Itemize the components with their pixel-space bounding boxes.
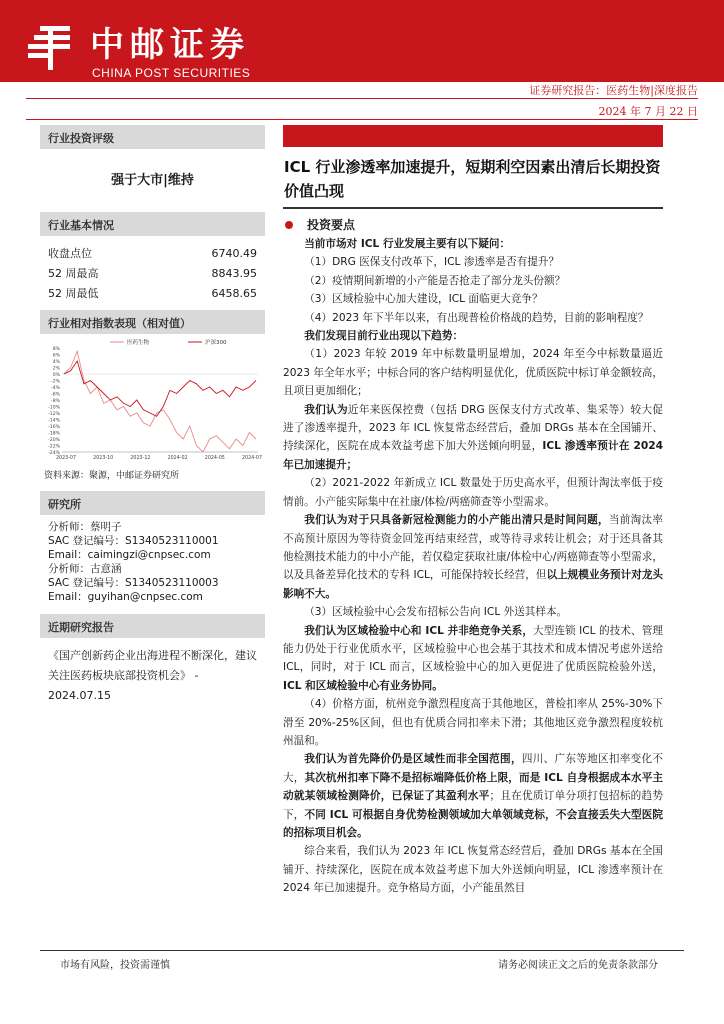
- paragraph: [283, 511, 663, 603]
- x-tick-label: 2024-02: [167, 456, 188, 461]
- report-date: 2024 年 7 月 22 日: [598, 105, 698, 118]
- y-tick-label: -22%: [48, 444, 60, 450]
- terms-notice: 请务必阅读正文之后的免责条款部分: [498, 960, 658, 971]
- question-item: （2）疫情期间新增的小产能是否抢走了部分龙头份额？: [304, 274, 566, 287]
- brand-name-cn: 中邮证券: [90, 25, 250, 65]
- analyst-list: [40, 515, 265, 604]
- series-line-csi300: [64, 361, 256, 416]
- x-tick-label: 2023-12: [130, 456, 151, 461]
- section-heading: [283, 217, 663, 233]
- bold-text: 我们认为对于只具备新冠检测能力的小产能出清只是时间问题，: [304, 514, 609, 527]
- recent-report-link[interactable]: 《国产创新药企业出海进程不断深化，建议关注医药板块底部投资机会》 - 2024.07.15: [48, 649, 257, 702]
- bold-text: 我们认为区域检验中心和 ICL 并非绝竞争关系，: [304, 624, 534, 637]
- basics-value: 8843.95: [211, 267, 257, 280]
- chart-source: 资料来源：聚源，中邮证券研究所: [44, 471, 180, 481]
- relative-performance-chart: [40, 334, 265, 464]
- x-tick-label: 2024-07: [241, 456, 263, 461]
- y-tick-label: -16%: [48, 425, 60, 430]
- basics-label: 52 周最高: [48, 267, 99, 280]
- y-tick-label: -18%: [48, 431, 60, 437]
- y-tick-label: -4%: [51, 386, 60, 391]
- analyst-heading: 研究所: [40, 491, 265, 515]
- text: 近年来医保控费（包括 DRG 医保支付方式改革、集采等）较大促进了渗透率提升，2023 年 ICL 恢复常态经营后，叠加 DRGs 基本在全国铺开、持续深化，医院在成本效益考虑下加大外送倾向明显，: [283, 403, 663, 453]
- header-divider-2: [26, 119, 698, 120]
- paragraph: （2）2021-2022 年新成立 ICL 数量处于历史高水平，但预计淘汰率低于疫情前。小产能实际集中在社康/体检/两癌筛查等小型需求。: [283, 477, 663, 508]
- y-tick-label: 2%: [52, 366, 60, 372]
- industry-rating: 强于大市|维持: [111, 173, 194, 188]
- bold-text: 以上规模业务预计对龙头影响不大。: [283, 569, 664, 600]
- bold-text: 我们认为首先降价仍是区域性而非全国范围，: [304, 753, 522, 766]
- y-tick-label: -8%: [51, 399, 60, 404]
- paragraph: （4）价格方面，杭州竞争激烈程度高于其他地区，普检扣率从 25%-30%下滑至 20%-25%区间，但也有优质合同扣率未下滑；其他地区竞争激烈程度较杭州温和。: [283, 698, 663, 747]
- x-tick-label: 2023-10: [93, 456, 114, 461]
- bullet-icon: [285, 221, 293, 229]
- bold-text: 其次杭州扣率下降不是招标端降低价格上限，而是 ICL 自身根据成本水平主动就某领域检测降价，已保证了其盈利水平: [283, 771, 664, 803]
- footer-divider: [40, 950, 684, 951]
- paragraph: [283, 401, 663, 475]
- text: ；且在优质订单分项打包招标的趋势下，: [283, 790, 664, 821]
- basics-list: [40, 236, 265, 310]
- y-tick-label: -2%: [51, 379, 60, 385]
- bold-text: ICL 渗透率预计在 2024 年已加速提升；: [283, 440, 664, 471]
- report-title: ICL 行业渗透率加速提升，短期利空因素出清后长期投资价值凸现: [284, 158, 661, 200]
- analyst-line: 分析师：古意涵: [48, 563, 122, 575]
- y-tick-label: 8%: [52, 347, 60, 352]
- report-type: 证券研究报告：医药生物|深度报告: [529, 84, 698, 97]
- x-tick-label: 2024-05: [204, 456, 225, 461]
- question-item: （3）区域检验中心加大建设，ICL 面临更大竞争？: [304, 293, 543, 306]
- performance-heading: 行业相对指数表现（相对值）: [40, 310, 265, 334]
- report-header: [0, 0, 724, 120]
- sidebar: [40, 125, 265, 714]
- analyst-email[interactable]: Email：caimingzi@cnpsec.com: [48, 549, 211, 561]
- x-tick-label: 2023-07: [55, 456, 77, 461]
- y-tick-label: 6%: [52, 353, 60, 359]
- legend-label: 医药生物: [127, 340, 150, 346]
- series-line-pharma: [64, 351, 256, 452]
- legend-label: 沪深300: [205, 340, 227, 346]
- recent-reports-heading: 近期研究报告: [40, 614, 265, 638]
- analyst-line: SAC 登记编号：S1340523110003: [48, 577, 219, 589]
- basics-row: [40, 264, 265, 284]
- y-tick-label: -10%: [48, 405, 60, 411]
- analyst-line: 分析师：蔡明子: [48, 521, 122, 533]
- basics-label: 收盘点位: [48, 247, 92, 260]
- basics-heading: 行业基本情况: [40, 212, 265, 236]
- text: 大型连锁 ICL 的技术、管理能力仍处于行业优质水平，区域检验中心也会基于其技术和成本情况考虑外送给 ICL，同时，对于 ICL 而言，区域检验中心的加入更促进了优质医院检验外送，: [283, 624, 663, 674]
- y-tick-label: 4%: [52, 360, 60, 365]
- bold-text: 我们认为: [304, 403, 348, 416]
- china-post-logo-icon: [26, 22, 76, 72]
- basics-value: 6458.65: [211, 287, 257, 300]
- main-content: [283, 125, 663, 898]
- question-item: （1）DRG 医保支付改革下，ICL 渗透率是否有提升？: [304, 256, 560, 269]
- paragraph: 综合来看，我们认为 2023 年 ICL 恢复常态经营后，叠加 DRGs 基本在全国铺开、持续深化，医院在成本效益考虑下加大外送倾向明显，ICL 渗透率预计在 2024 年已加速提升。竞争格局方面，小产能虽然目: [283, 845, 663, 895]
- y-tick-label: -6%: [51, 392, 60, 398]
- bold-text: 不同 ICL 可根据自身优势检测领域加大单领域竞标，不会直接丢失大型医院的招标项目机会。: [283, 808, 664, 839]
- question-item: （4）2023 年下半年以来，有出现普检价格战的趋势，目前的影响程度？: [304, 311, 649, 324]
- analyst-email[interactable]: Email：guyihan@cnpsec.com: [48, 591, 203, 603]
- chart-svg: [40, 334, 265, 464]
- risk-disclaimer: 市场有风险，投资需谨慎: [60, 960, 170, 971]
- paragraph: （3）区域检验中心会发布招标公告向 ICL 外送其样本。: [304, 606, 568, 619]
- rating-heading: 行业投资评级: [40, 125, 265, 149]
- header-divider: [26, 98, 698, 99]
- title-divider: [283, 207, 663, 209]
- y-tick-label: -24%: [48, 451, 60, 456]
- trend-intro: 我们发现目前行业出现以下趋势：: [304, 330, 464, 343]
- y-tick-label: -20%: [48, 438, 60, 443]
- paragraph: （1）2023 年较 2019 年中标数量明显增加，2024 年至今中标数量逼近 2023 年全年水平；中标合同的客户结构明显优化，优质医院中标订单金额较高，且项目更加细化；: [283, 348, 663, 398]
- y-tick-label: -14%: [48, 418, 60, 424]
- bold-text: ICL 和区域检验中心有业务协同。: [283, 679, 443, 692]
- basics-value: 6740.49: [211, 247, 257, 260]
- brand-name-en: CHINA POST SECURITIES: [92, 66, 251, 80]
- analyst-line: SAC 登记编号：S1340523110001: [48, 535, 219, 547]
- basics-row: [40, 244, 265, 264]
- text: 当前淘汰率不高预计原因为等待资金回笼再结束经营，或等待寻求转让机会；对于还具备其他检测技术能力的中小产能，若仅稳定获取社康/体检中心/两癌筛查等小型需求，以及具备差异化技术的专科 ICL，可能保持较长经营，但: [283, 514, 664, 582]
- section-title: 投资要点: [307, 218, 356, 232]
- basics-row: [40, 284, 265, 304]
- title-accent-bar: [283, 125, 663, 147]
- question-intro: 当前市场对 ICL 行业发展主要有以下疑问：: [304, 238, 511, 250]
- paragraph: [283, 622, 663, 696]
- y-tick-label: -12%: [48, 412, 60, 417]
- paragraph: [283, 750, 663, 842]
- text: 四川、广东等地区扣率变化不大，: [283, 753, 664, 784]
- basics-label: 52 周最低: [48, 287, 99, 300]
- y-tick-label: 0%: [52, 373, 60, 378]
- body-text: [283, 235, 663, 898]
